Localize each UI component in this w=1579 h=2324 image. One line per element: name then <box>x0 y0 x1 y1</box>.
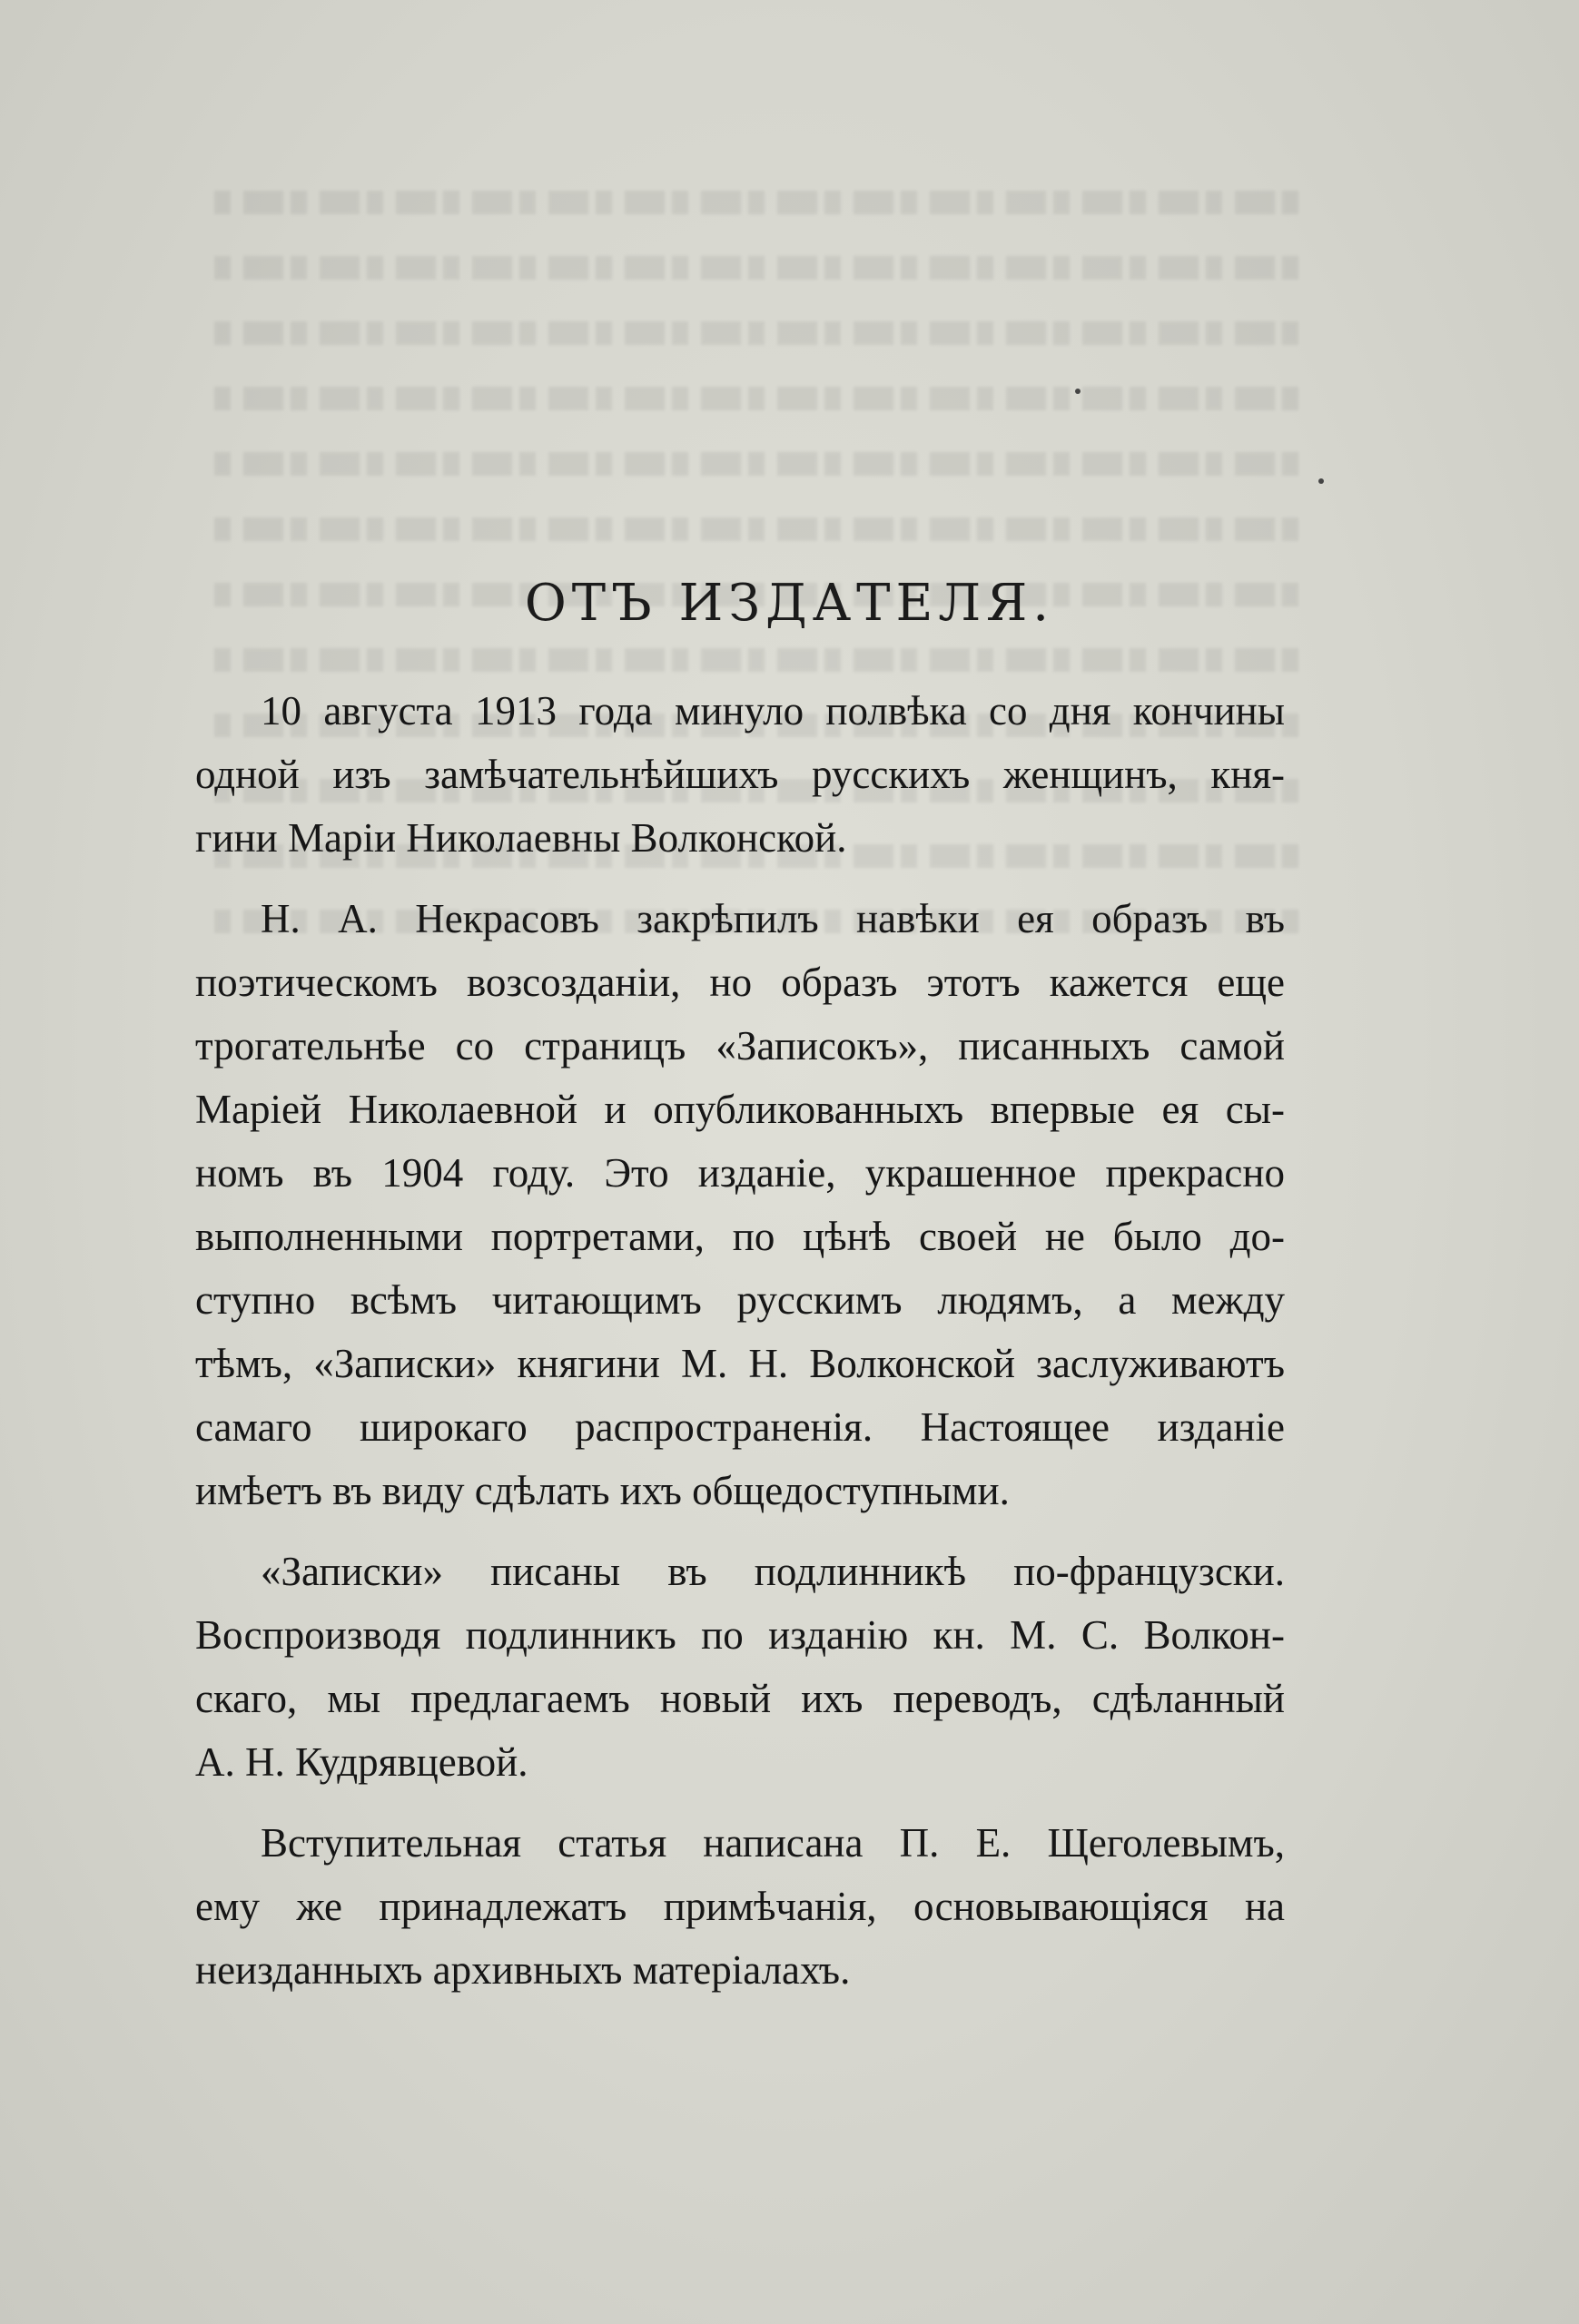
text-line: «Записки» писаны въ подлинникѣ по-французски. <box>261 1549 1285 1594</box>
paragraph <box>195 887 1285 1522</box>
text-line: неизданныхъ архивныхъ матеріалахъ. <box>195 1947 851 1993</box>
section-heading: ОТЪ ИЗДАТЕЛЯ. <box>524 574 1055 633</box>
text-line: поэтическомъ возсозданіи, но образъ этотъ кажется еще <box>195 960 1285 1005</box>
text-line: скаго, мы предлагаемъ новый ихъ переводъ, сдѣланный <box>195 1676 1285 1721</box>
text-line: Вступительная статья написана П. Е. Щеголевымъ, <box>261 1820 1285 1866</box>
text-line: гини Маріи Николаевны Волконской. <box>195 815 847 861</box>
text-line: Воспроизводя подлинникъ по изданію кн. М. С. Волкон- <box>195 1612 1285 1658</box>
text-line: номъ въ 1904 году. Это изданіе, украшенное прекрасно <box>195 1150 1285 1196</box>
text-line: ступно всѣмъ читающимъ русскимъ людямъ, а между <box>195 1277 1285 1323</box>
text-line: имѣетъ въ виду сдѣлать ихъ общедоступными. <box>195 1468 1010 1513</box>
text-line: одной изъ замѣчательнѣйшихъ русскихъ женщинъ, кня- <box>195 752 1285 797</box>
paper-speck <box>1318 478 1324 484</box>
text-line: 10 августа 1913 года минуло полвѣка со дня кончины <box>261 688 1285 734</box>
text-line: тѣмъ, «Записки» княгини М. Н. Волконской заслуживаютъ <box>195 1341 1285 1386</box>
paragraph <box>195 679 1285 870</box>
text-line: Н. А. Некрасовъ закрѣпилъ навѣки ея образъ въ <box>261 896 1285 941</box>
text-line: выполненными портретами, по цѣнѣ своей не было до- <box>195 1214 1285 1259</box>
text-line: А. Н. Кудрявцевой. <box>195 1739 528 1785</box>
paragraph <box>195 1540 1285 1794</box>
text-line: трогательнѣе со страницъ «Записокъ», писанныхъ самой <box>195 1023 1285 1068</box>
paragraph <box>195 1811 1285 2002</box>
body-text <box>195 679 1285 2002</box>
text-line: Маріей Николаевной и опубликованныхъ впервые ея сы- <box>195 1087 1285 1132</box>
paper-speck <box>1075 389 1081 394</box>
text-line: ему же принадлежатъ примѣчанія, основывающіяся на <box>195 1884 1285 1929</box>
text-line: самаго широкаго распространенія. Настоящее изданіе <box>195 1404 1285 1450</box>
